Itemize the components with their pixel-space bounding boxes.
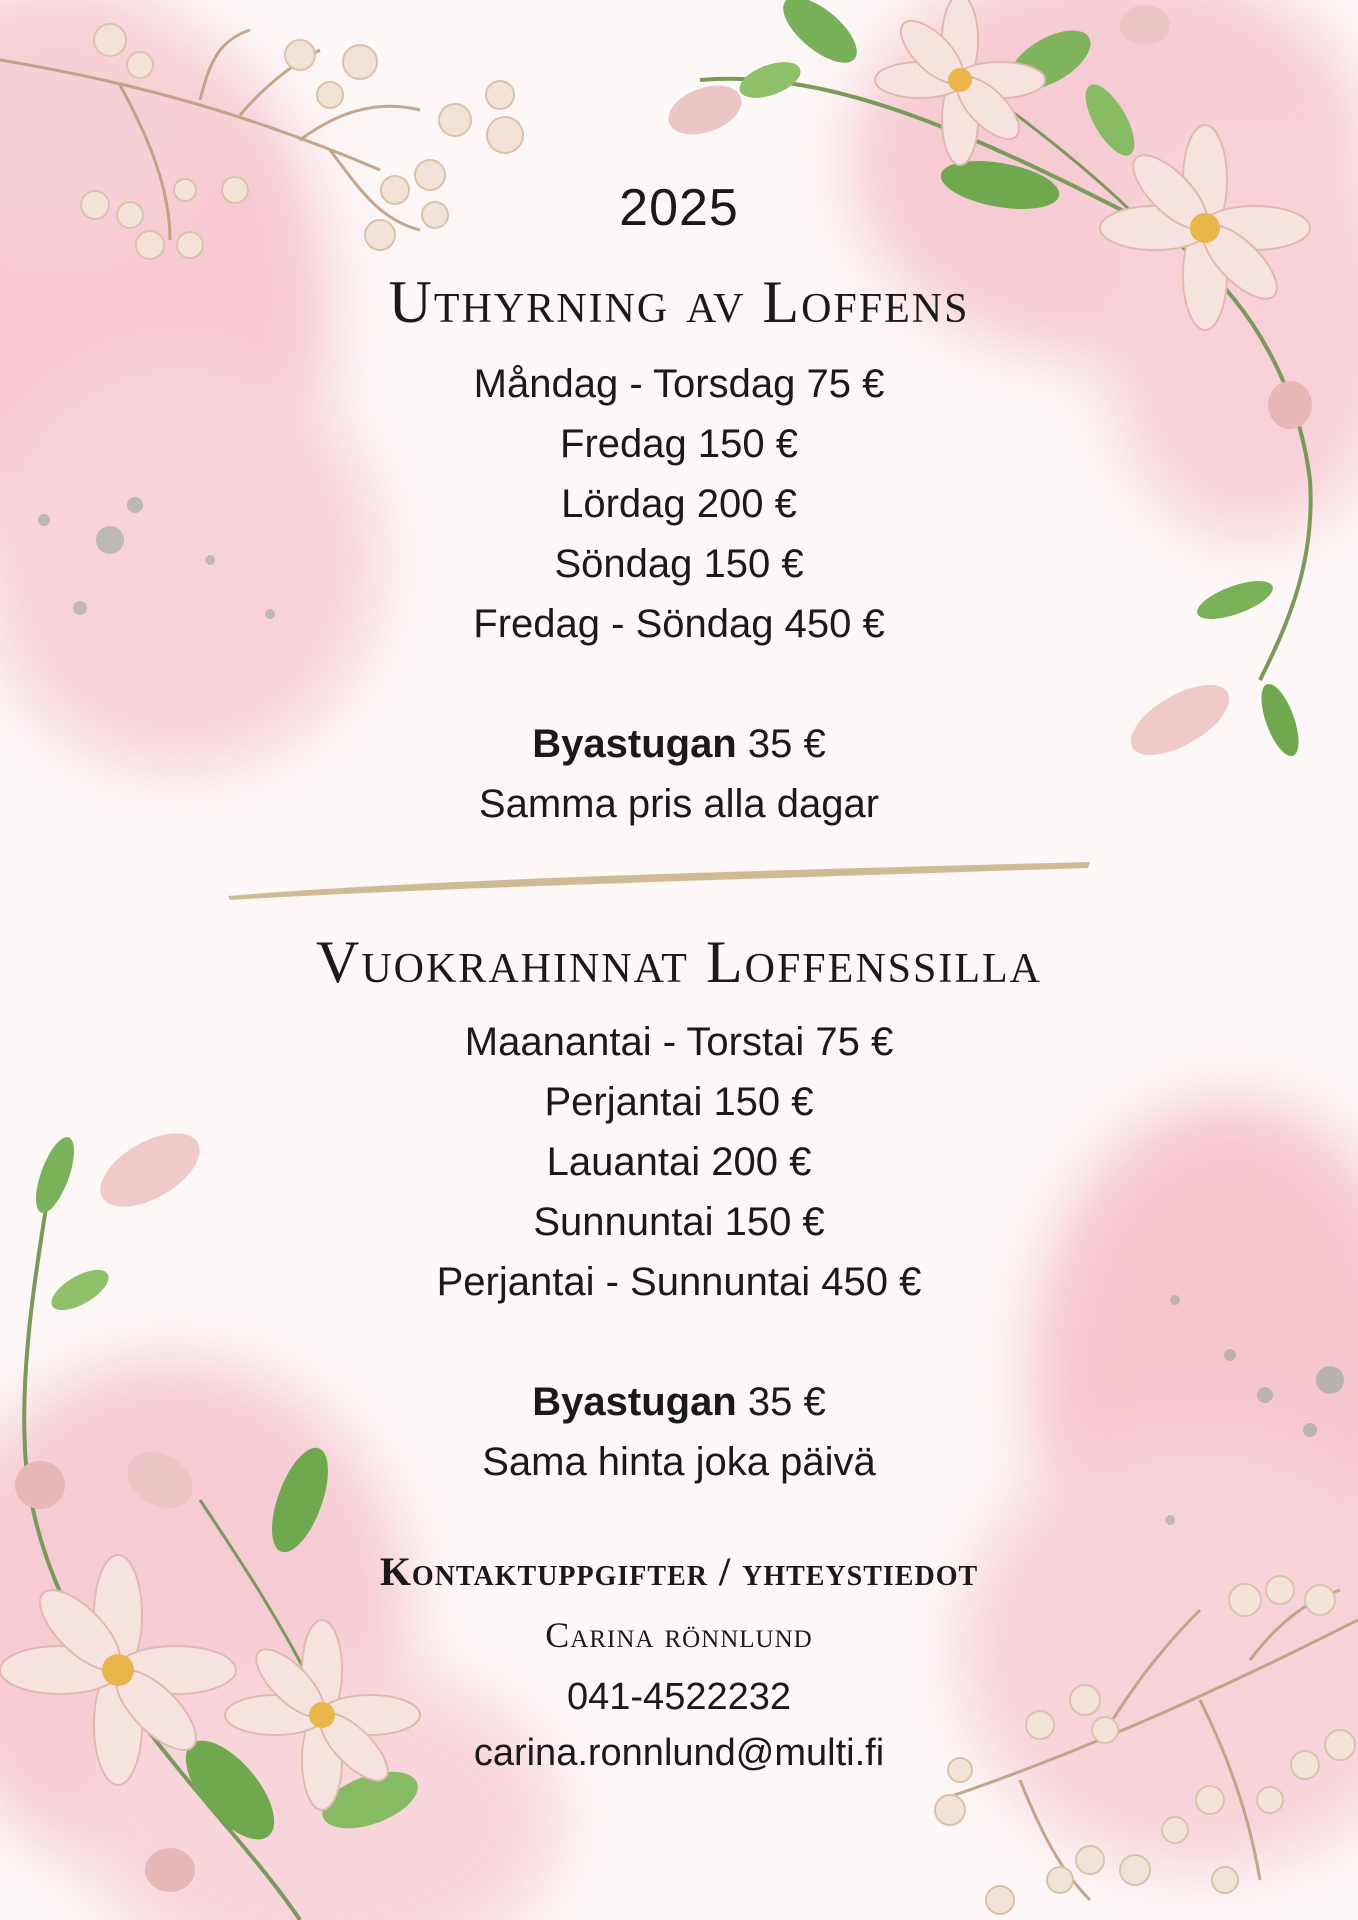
finnish-byastugan-line	[0, 1380, 1358, 1425]
swedish-heading: Uthyrning av Loffens	[388, 269, 970, 335]
finnish-price-line: Sunnuntai 150 €	[533, 1200, 825, 1244]
finnish-price-line: Perjantai 150 €	[544, 1080, 814, 1124]
byastugan-label: Byastugan	[532, 1380, 737, 1424]
contact-phone: 041-4522232	[567, 1676, 791, 1718]
swedish-price-line: Söndag 150 €	[554, 542, 804, 586]
finnish-price-line: Perjantai - Sunnuntai 450 €	[436, 1260, 922, 1304]
finnish-price-line: Lauantai 200 €	[546, 1140, 812, 1184]
swedish-price-line: Fredag - Söndag 450 €	[473, 602, 885, 646]
finnish-heading: Vuokrahinnat Loffenssilla	[315, 929, 1042, 995]
swedish-byastugan-line	[0, 722, 1358, 767]
contact-name: Carina rönnlund	[545, 1615, 813, 1655]
finnish-price-line: Maanantai - Torstai 75 €	[464, 1020, 894, 1064]
byastugan-price: 35 €	[747, 722, 826, 766]
byastugan-price: 35 €	[747, 1380, 826, 1424]
byastugan-label: Byastugan	[532, 722, 737, 766]
year-label: 2025	[619, 179, 739, 237]
finnish-note: Sama hinta joka päivä	[482, 1440, 876, 1484]
contact-title: Kontaktuppgifter / yhteystiedot	[379, 1549, 979, 1594]
swedish-price-line: Lördag 200 €	[561, 482, 797, 526]
swedish-price-line: Fredag 150 €	[560, 422, 798, 466]
contact-email: carina.ronnlund@multi.fi	[473, 1732, 885, 1774]
swedish-note: Samma pris alla dagar	[478, 782, 880, 826]
swedish-price-line: Måndag - Torsdag 75 €	[473, 362, 885, 406]
